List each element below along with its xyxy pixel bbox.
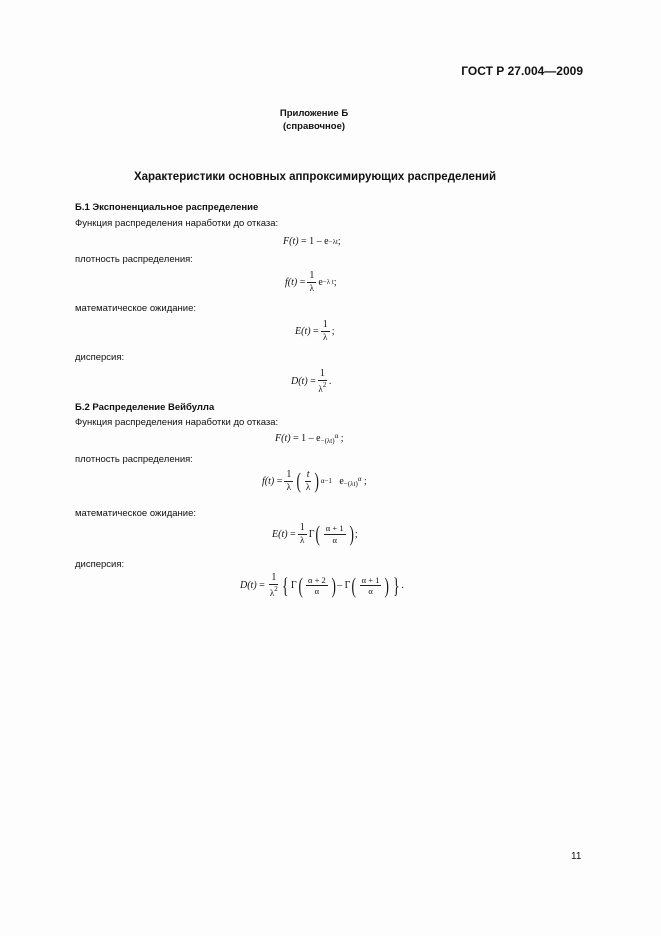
formula-exponent: −λ t <box>322 278 334 286</box>
weibull-mean-formula <box>272 523 358 545</box>
inner-fraction <box>305 470 312 492</box>
exponent-base: −(λt) <box>343 479 358 488</box>
right-paren: ) <box>349 521 354 546</box>
formula-rhs: = 1 – e <box>293 433 321 444</box>
formula-fraction <box>318 369 327 394</box>
fraction-denominator: λ <box>309 283 315 293</box>
formula-end: ; <box>340 433 344 444</box>
minus-sign: – <box>337 580 343 591</box>
formula-e: e <box>339 475 344 487</box>
fraction-denominator: α <box>332 534 337 545</box>
fraction-numerator: 1 <box>322 319 328 330</box>
exp-var-formula <box>291 369 331 394</box>
left-paren: ( <box>315 521 321 546</box>
left-paren: ( <box>351 572 357 598</box>
document-id: ГОСТ Р 27.004—2009 <box>461 64 583 78</box>
fraction-numerator: α + 1 <box>325 523 344 533</box>
exponent-power: α <box>334 432 339 440</box>
formula-fraction <box>298 523 307 545</box>
fraction-numerator: t <box>306 469 310 480</box>
formula-eq: = <box>290 528 296 540</box>
right-brace: } <box>392 572 400 598</box>
appendix-subtitle: (справочное) <box>282 121 346 132</box>
fraction-denominator: λ <box>323 332 328 342</box>
exp-mean-formula <box>295 320 334 342</box>
formula-eq: = <box>259 580 265 591</box>
fraction-numerator: α + 2 <box>307 574 326 585</box>
fraction-numerator: 1 <box>309 270 315 281</box>
formula-end: ; <box>354 528 358 540</box>
formula-eq: = <box>299 276 306 288</box>
formula-lhs: E(t) <box>295 325 311 337</box>
fraction-numerator: 1 <box>271 572 277 583</box>
formula-end: ; <box>331 325 335 337</box>
fraction-denominator: α <box>314 586 320 596</box>
right-paren: ) <box>384 572 390 598</box>
fraction-numerator: 1 <box>319 368 325 379</box>
section-2-cdf-label: Функция распределения наработки до отказа: <box>75 417 279 428</box>
exp-pdf-formula <box>285 271 337 293</box>
fraction-numerator: 1 <box>299 522 305 533</box>
formula-lhs: E(t) <box>272 528 288 540</box>
denominator-base: λ <box>269 588 275 598</box>
denominator-exponent: 2 <box>322 381 327 389</box>
left-brace: { <box>282 572 289 598</box>
formula-lhs: D(t) <box>240 580 257 591</box>
gamma-symbol: Γ <box>290 580 297 591</box>
formula-end: ; <box>333 276 337 288</box>
fraction-denominator: α <box>368 586 373 596</box>
formula-end: ; <box>337 236 341 247</box>
inner-fraction <box>324 524 346 544</box>
fraction-numerator: α + 1 <box>361 574 380 585</box>
formula-end: . <box>401 580 404 591</box>
fraction-denominator <box>318 381 326 394</box>
formula-lhs: f(t) <box>262 475 275 487</box>
formula-lhs: f(t) <box>285 276 298 288</box>
formula-lhs: F(t) <box>283 236 299 247</box>
fraction-denominator <box>270 585 278 598</box>
formula-lhs: F(t) <box>275 433 291 444</box>
page-number: 11 <box>571 851 582 862</box>
denominator-base: λ <box>318 384 323 394</box>
formula-end: . <box>328 376 332 387</box>
section-1-heading: Б.1 Экспоненциальное распределение <box>75 202 259 213</box>
main-title: Характеристики основных аппроксимирующих распределений <box>133 171 497 183</box>
formula-lhs: D(t) <box>291 376 308 387</box>
section-2-heading: Б.2 Распределение Вейбулла <box>75 402 215 413</box>
weibull-var-formula <box>240 573 404 598</box>
formula-end: ; <box>364 475 367 487</box>
formula-eq: = <box>313 325 319 337</box>
left-paren: ( <box>298 572 303 598</box>
section-1-cdf-label: Функция распределения наработки до отказа: <box>75 218 279 229</box>
section-1-var-label: дисперсия: <box>75 352 125 363</box>
formula-exponent <box>344 475 362 488</box>
weibull-pdf-formula <box>262 470 367 492</box>
formula-rhs: e <box>318 276 323 288</box>
exponent-base: −(λt) <box>320 437 335 445</box>
power-exponent: α−1 <box>320 477 332 485</box>
section-2-pdf-label: плотность распределения: <box>75 454 193 465</box>
right-paren: ) <box>314 468 320 493</box>
fraction-denominator: λ <box>305 482 311 492</box>
formula-fraction <box>284 470 293 492</box>
fraction-denominator: λ <box>286 482 292 492</box>
appendix-title: Приложение Б <box>279 108 349 119</box>
exp-cdf-formula <box>283 236 341 247</box>
fraction-numerator: 1 <box>286 469 292 480</box>
left-paren: ( <box>296 468 302 493</box>
formula-fraction <box>321 320 330 342</box>
formula-exponent <box>321 432 339 445</box>
weibull-cdf-formula <box>275 432 344 445</box>
denominator-exponent: 2 <box>274 585 278 593</box>
right-paren: ) <box>331 572 336 598</box>
formula-eq: = <box>310 376 316 387</box>
gamma-symbol: Γ <box>308 528 315 540</box>
formula-rhs: = 1 – e <box>301 236 329 247</box>
inner-fraction-b <box>360 576 382 596</box>
gamma-symbol: Γ <box>344 580 351 591</box>
fraction-denominator: λ <box>300 535 305 545</box>
section-2-var-label: дисперсия: <box>75 559 125 570</box>
section-1-pdf-label: плотность распределения: <box>75 254 193 265</box>
section-1-mean-label: математическое ожидание: <box>75 303 196 314</box>
formula-exponent: −λt <box>328 237 338 246</box>
formula-eq: = <box>276 475 283 487</box>
formula-fraction <box>307 271 316 293</box>
inner-fraction-a <box>306 576 328 596</box>
exponent-power: α <box>357 474 362 483</box>
section-2-mean-label: математическое ожидание: <box>75 508 196 519</box>
formula-fraction <box>269 573 278 598</box>
